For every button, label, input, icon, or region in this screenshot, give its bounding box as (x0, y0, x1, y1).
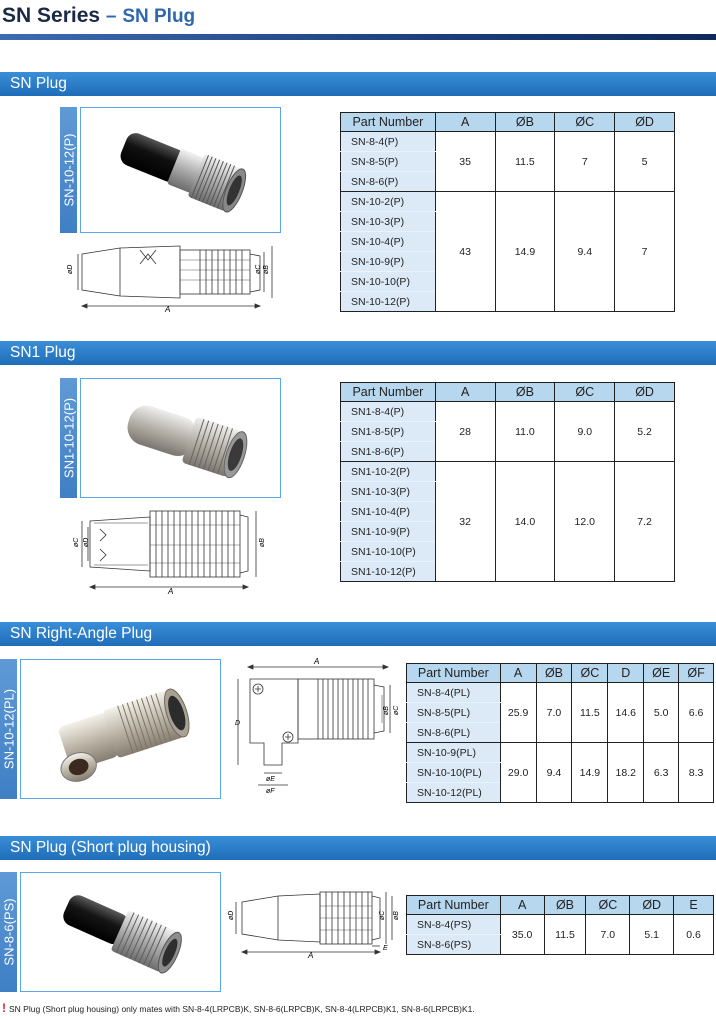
part-number-cell: SN-10-9(P) (341, 252, 436, 272)
table-row (341, 192, 675, 212)
column-header: ØC (555, 113, 615, 132)
column-header: ØB (544, 896, 586, 915)
value-cell: 32 (435, 462, 495, 582)
dim-label-c: øC (393, 705, 400, 715)
value-cell: 5 (615, 132, 675, 192)
section-title: SN Plug (10, 75, 67, 92)
value-cell: 11.0 (495, 402, 555, 462)
dim-label-c: øC (379, 910, 386, 920)
value-cell: 29.0 (500, 743, 536, 803)
column-header: ØD (615, 113, 675, 132)
model-label: SN-10-12(P) (60, 107, 77, 233)
footnote (2, 1001, 475, 1015)
part-number-cell: SN1-10-12(P) (341, 562, 436, 582)
part-number-cell: SN1-8-4(P) (341, 402, 436, 422)
model-label: SN-8-6(PS) (0, 872, 17, 992)
value-cell: 7.0 (586, 915, 630, 955)
column-header: A (435, 113, 495, 132)
dimension-drawing (60, 505, 280, 597)
table-header-row (407, 896, 714, 915)
value-cell: 6.3 (644, 743, 679, 803)
dim-label-d: øD (83, 537, 90, 547)
column-header: ØD (630, 896, 674, 915)
value-cell: 11.5 (495, 132, 555, 192)
dim-label-b: øB (393, 911, 400, 920)
spec-table (406, 663, 714, 803)
series-title: SN Series (2, 4, 101, 27)
section-bar-right-angle (0, 622, 716, 646)
dim-label-e: øE (266, 776, 275, 783)
part-number-cell: SN1-10-3(P) (341, 482, 436, 502)
part-number-cell: SN-10-2(P) (341, 192, 436, 212)
page-subtitle: SN Plug (122, 6, 196, 27)
dimension-drawing (60, 240, 280, 314)
value-cell: 11.5 (572, 683, 608, 743)
value-cell: 18.2 (608, 743, 644, 803)
spec-table (340, 382, 675, 582)
value-cell: 7.2 (615, 462, 675, 582)
dim-label-c: øC (255, 264, 262, 274)
value-cell: 12.0 (555, 462, 615, 582)
value-cell: 25.9 (500, 683, 536, 743)
dim-label-b: øB (259, 538, 266, 547)
value-cell: 8.3 (679, 743, 714, 803)
product-photo (20, 872, 221, 992)
dim-label-a: A (308, 951, 314, 958)
table-row (407, 915, 714, 935)
spec-table (406, 895, 714, 955)
part-number-cell: SN-8-6(P) (341, 172, 436, 192)
part-number-cell: SN1-8-5(P) (341, 422, 436, 442)
title-dash: – (105, 6, 117, 27)
column-header: A (500, 664, 536, 683)
right-angle-plug-photo-icon (21, 660, 220, 798)
part-number-cell: SN-10-10(P) (341, 272, 436, 292)
part-number-cell: SN-8-5(P) (341, 152, 436, 172)
warning-icon: ! (2, 1001, 6, 1015)
value-cell: 11.5 (544, 915, 586, 955)
part-number-cell: SN1-10-10(P) (341, 542, 436, 562)
part-number-cell: SN-8-6(PS) (407, 935, 501, 955)
dim-label-f: øF (266, 788, 275, 795)
part-number-cell: SN1-8-6(P) (341, 442, 436, 462)
value-cell: 5.2 (615, 402, 675, 462)
column-header: ØE (644, 664, 679, 683)
part-number-cell: SN-8-6(PL) (407, 723, 501, 743)
page-title (2, 4, 195, 28)
table-row (407, 683, 714, 703)
value-cell: 6.6 (679, 683, 714, 743)
table-header-row (341, 383, 675, 402)
table-row (341, 132, 675, 152)
product-photo (20, 659, 221, 799)
dim-label-c: øC (73, 537, 80, 547)
column-header: E (674, 896, 714, 915)
dim-label-d: øD (67, 264, 74, 274)
column-header: Part Number (407, 664, 501, 683)
column-header: ØB (495, 383, 555, 402)
column-header: A (435, 383, 495, 402)
column-header: ØC (555, 383, 615, 402)
dim-label-d: øD (228, 910, 235, 920)
part-number-cell: SN-10-3(P) (341, 212, 436, 232)
dimension-drawing (228, 655, 400, 795)
part-number-cell: SN-10-4(P) (341, 232, 436, 252)
section-title: SN Right-Angle Plug (10, 625, 153, 642)
column-header: ØC (586, 896, 630, 915)
value-cell: 43 (435, 192, 495, 312)
part-number-cell: SN1-10-2(P) (341, 462, 436, 482)
plug-photo-icon (81, 379, 280, 497)
value-cell: 0.6 (674, 915, 714, 955)
dim-label-a: A (314, 657, 320, 666)
part-number-cell: SN-8-4(P) (341, 132, 436, 152)
value-cell: 9.4 (536, 743, 572, 803)
part-number-cell: SN-8-5(PL) (407, 703, 501, 723)
plug-photo-icon (81, 108, 280, 232)
header-rule (0, 34, 716, 40)
column-header: Part Number (407, 896, 501, 915)
value-cell: 35.0 (500, 915, 544, 955)
section-title: SN1 Plug (10, 344, 76, 361)
column-header: ØB (495, 113, 555, 132)
value-cell: 14.9 (495, 192, 555, 312)
dimension-drawing (228, 884, 400, 958)
dim-label-a: A (165, 305, 171, 314)
value-cell: 9.4 (555, 192, 615, 312)
section-bar-sn1-plug (0, 341, 716, 365)
dim-label-E: E (383, 945, 388, 952)
value-cell: 5.1 (630, 915, 674, 955)
part-number-cell: SN-10-9(PL) (407, 743, 501, 763)
product-photo (80, 378, 281, 498)
model-label: SN-10-12(PL) (0, 659, 17, 799)
value-cell: 7 (555, 132, 615, 192)
column-header: Part Number (341, 383, 436, 402)
value-cell: 9.0 (555, 402, 615, 462)
value-cell: 28 (435, 402, 495, 462)
table-row (341, 462, 675, 482)
column-header: Part Number (341, 113, 436, 132)
part-number-cell: SN1-10-9(P) (341, 522, 436, 542)
value-cell: 14.0 (495, 462, 555, 582)
column-header: ØD (615, 383, 675, 402)
plug-photo-icon (21, 873, 220, 991)
table-row (407, 743, 714, 763)
section-title: SN Plug (Short plug housing) (10, 839, 211, 856)
part-number-cell: SN-8-4(PS) (407, 915, 501, 935)
table-header-row (407, 664, 714, 683)
value-cell: 14.6 (608, 683, 644, 743)
dim-label-a: A (168, 587, 174, 596)
product-photo (80, 107, 281, 233)
section-bar-short-housing (0, 836, 716, 860)
part-number-cell: SN1-10-4(P) (341, 502, 436, 522)
column-header: ØC (572, 664, 608, 683)
dim-label-b: øB (263, 265, 270, 274)
value-cell: 35 (435, 132, 495, 192)
value-cell: 7.0 (536, 683, 572, 743)
column-header: D (608, 664, 644, 683)
dim-label-b: øB (383, 706, 390, 715)
table-row (341, 402, 675, 422)
column-header: ØB (536, 664, 572, 683)
footnote-text: SN Plug (Short plug housing) only mates with SN-8-4(LRPCB)K, SN-8-6(LRPCB)K, SN-8-4(LRPCB)K1, SN-8-6(LRPCB)K1. (9, 1004, 475, 1014)
section-bar-sn-plug (0, 72, 716, 96)
value-cell: 5.0 (644, 683, 679, 743)
column-header: A (500, 896, 544, 915)
dim-label-D: D (235, 720, 241, 727)
model-label: SN1-10-12(P) (60, 378, 77, 498)
part-number-cell: SN-10-12(P) (341, 292, 436, 312)
table-header-row (341, 113, 675, 132)
part-number-cell: SN-8-4(PL) (407, 683, 501, 703)
part-number-cell: SN-10-10(PL) (407, 763, 501, 783)
spec-table (340, 112, 675, 312)
value-cell: 7 (615, 192, 675, 312)
value-cell: 14.9 (572, 743, 608, 803)
column-header: ØF (679, 664, 714, 683)
part-number-cell: SN-10-12(PL) (407, 783, 501, 803)
